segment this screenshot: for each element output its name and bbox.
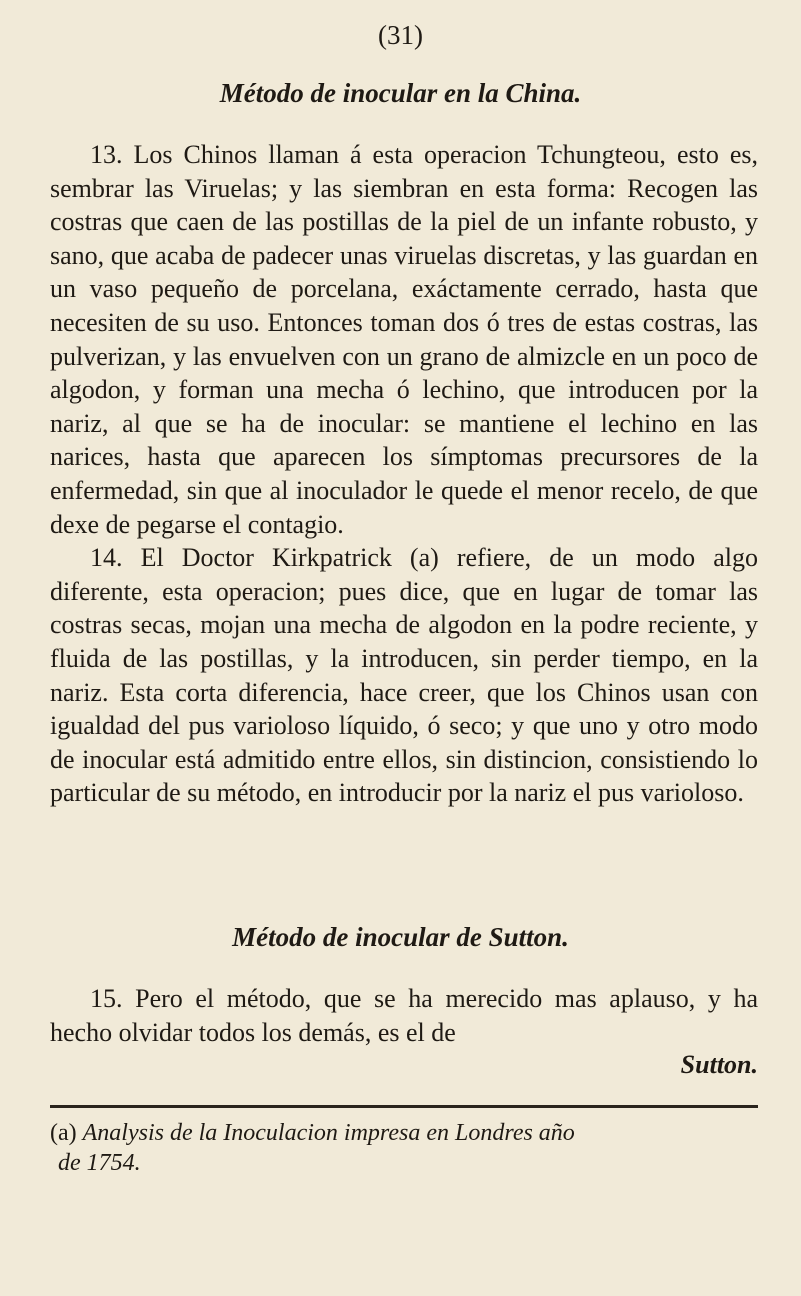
paragraph-15-end: Sutton.: [680, 1050, 758, 1079]
section-heading-sutton: Método de inocular de Sutton.: [232, 922, 569, 952]
page-number: (31): [378, 20, 423, 50]
footnote-year: de 1754.: [58, 1150, 141, 1176]
paragraph-13: 13. Los Chinos llaman á esta operacion Tchungteou, esto es, sembrar las Viruelas; y las siembran en esta forma: Recogen las costras que caen de las postillas de la piel de un infante robusto, y sano, que acaba de padecer unas viruelas discretas, y las guardan en un vaso pequeño de porcelana, exáctamente cerrado, hasta que necesiten de su uso. Entonces toman dos ó tres de estas costras, las pulverizan, y las envuelven con un grano de almizcle en un poco de algodon, y forman una mecha ó lechino, que introducen por la nariz, al que se ha de inocular: se mantiene el lechino en las narices, hasta que aparecen los símptomas precursores de la enfermedad, sin que al inoculador le quede el menor recelo, de que dexe de pegarse el contagio.: [50, 140, 758, 539]
footnote-rule: [50, 1105, 758, 1108]
paragraph-15: 15. Pero el método, que se ha merecido mas aplauso, y ha hecho olvidar todos los demás, es el de: [50, 984, 758, 1047]
section-heading-china: Método de inocular en la China.: [219, 78, 582, 108]
footnote-title: Analysis de la Inoculacion impresa en Londres año: [82, 1120, 575, 1146]
section-body-china: [50, 138, 758, 810]
paragraph-14: 14. El Doctor Kirkpatrick (a) refiere, de un modo algo diferente, esta operacion; pues dice, que en lugar de tomar las costras secas, mojan una mecha de algodon en la podre reciente, y fluida de las postillas, y la introducen, sin perder tiempo, en la nariz. Esta corta diferencia, hace creer, que los Chinos usan con igualdad del pus varioloso líquido, ó seco; y que uno y otro modo de inocular está admitido entre ellos, sin distincion, consistiendo lo particular de su método, en introducir por la nariz el pus varioloso.: [50, 543, 758, 808]
footnote: [50, 1118, 758, 1178]
section-body-sutton: [50, 982, 758, 1049]
footnote-marker: (a): [50, 1120, 77, 1146]
